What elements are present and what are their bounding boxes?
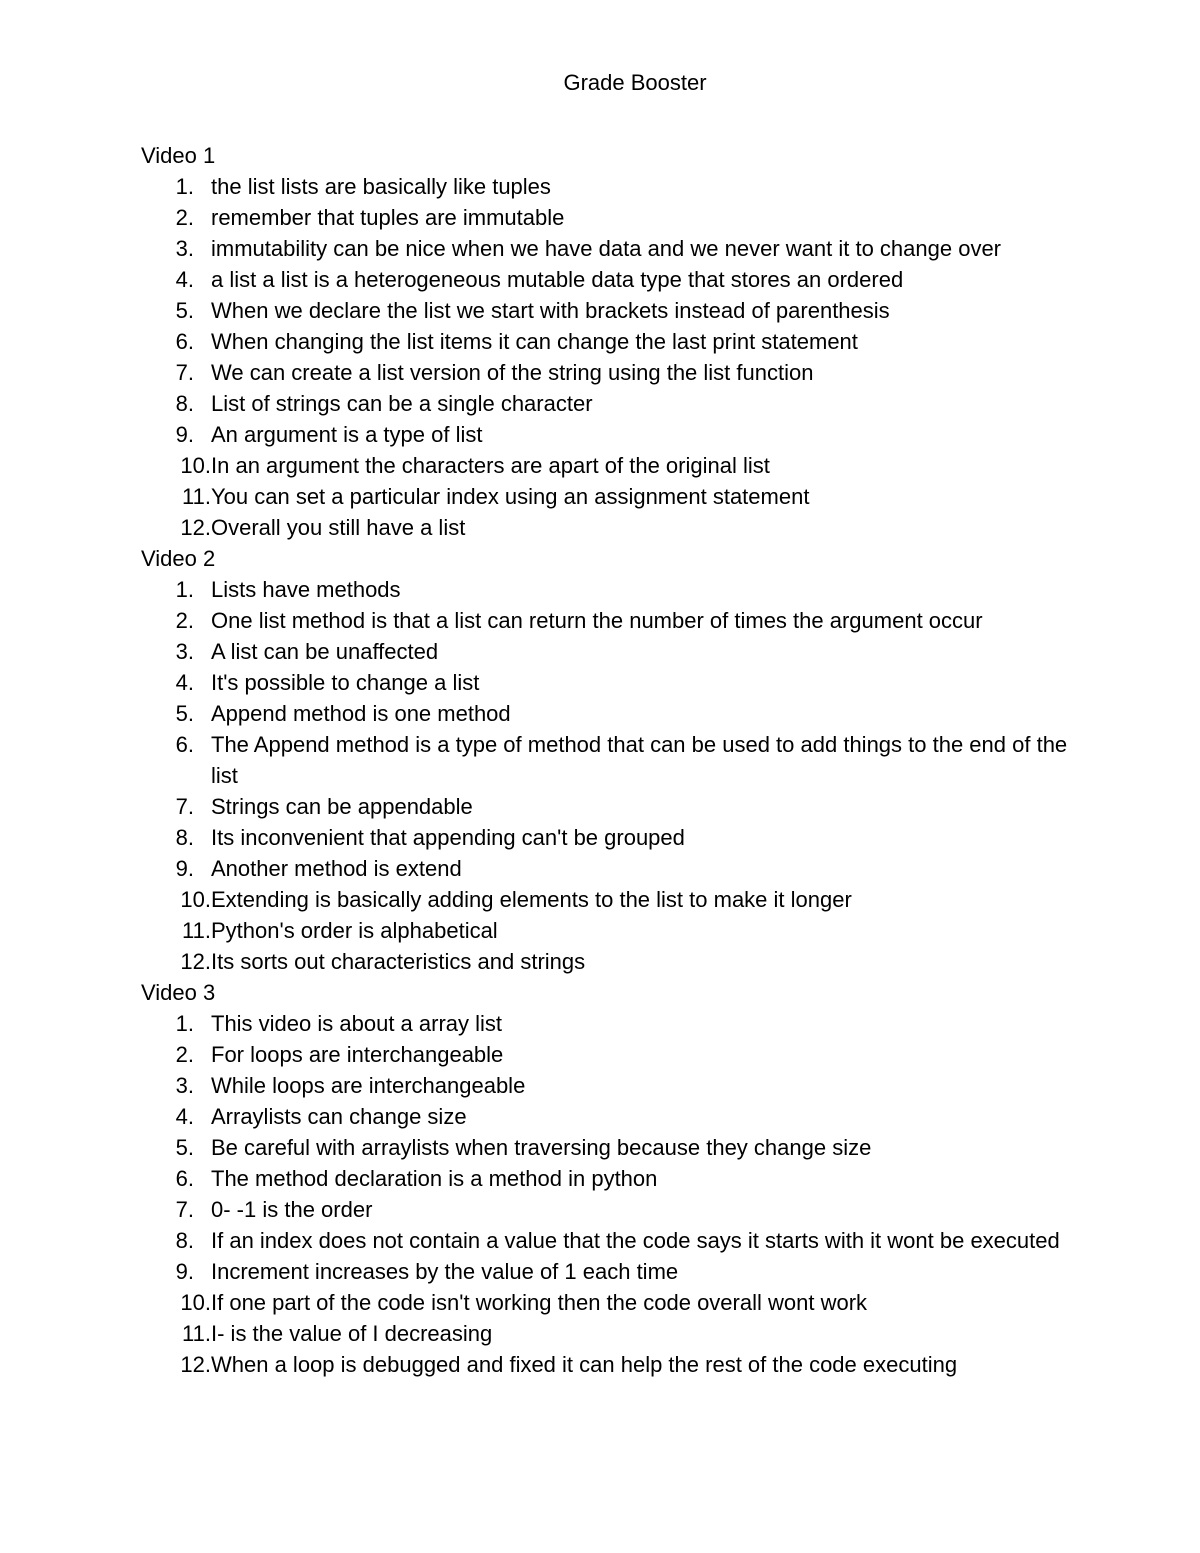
list-item-number: 12. [180, 515, 211, 540]
list-item-number: 4. [175, 670, 194, 695]
list-item-text: When changing the list items it can change the last print statement [211, 329, 858, 354]
list-item-number: 10. [180, 887, 211, 912]
list-item-number: 1. [175, 174, 194, 199]
list-item-text: remember that tuples are immutable [211, 205, 565, 230]
list-item [141, 1225, 1141, 1256]
list-item-text: Overall you still have a list [211, 515, 466, 540]
list-item-number: 9. [175, 856, 194, 881]
list-item-number: 9. [175, 422, 194, 447]
section-heading: Video 1 [141, 143, 216, 168]
list-item [141, 1163, 1141, 1194]
list-item-number: 11. [182, 1321, 211, 1346]
list-item [141, 853, 1141, 884]
list-item-text: When we declare the list we start with brackets instead of parenthesis [211, 298, 890, 323]
list-item-number: 5. [175, 298, 194, 323]
list-item [141, 698, 1141, 729]
list-item [141, 1256, 1141, 1287]
list-item [141, 946, 1141, 977]
list-item [141, 667, 1141, 698]
list-item-text: It's possible to change a list [211, 670, 480, 695]
list-item [141, 295, 1141, 326]
list-item-number: 2. [175, 205, 194, 230]
list-item-text: Arraylists can change size [211, 1104, 467, 1129]
list-item [141, 884, 1141, 915]
list-item-text: Its inconvenient that appending can't be grouped [211, 825, 685, 850]
numbered-list [141, 171, 1141, 543]
list-item-number: 12. [180, 1352, 211, 1377]
list-item [141, 1008, 1141, 1039]
list-item-number: 6. [175, 732, 194, 757]
list-item-number: 12. [180, 949, 211, 974]
list-item-text: While loops are interchangeable [211, 1073, 526, 1098]
list-item-text: If one part of the code isn't working then the code overall wont work [211, 1290, 868, 1315]
list-item-number: 1. [175, 1011, 194, 1036]
list-item-number: 2. [175, 608, 194, 633]
list-item-number: 5. [175, 701, 194, 726]
list-item-number: 6. [175, 329, 194, 354]
list-item-number: 2. [175, 1042, 194, 1067]
list-item-text: a list a list is a heterogeneous mutable data type that stores an ordered [211, 267, 904, 292]
list-item-number: 3. [175, 1073, 194, 1098]
list-item [141, 388, 1141, 419]
list-item-text: Extending is basically adding elements to the list to make it longer [211, 887, 852, 912]
list-item [141, 1070, 1141, 1101]
list-item-text: I- is the value of I decreasing [211, 1321, 493, 1346]
section-heading: Video 2 [141, 546, 216, 571]
list-item-number: 4. [175, 267, 194, 292]
list-item-number: 11. [182, 484, 211, 509]
list-item-number: 3. [175, 639, 194, 664]
list-item [141, 915, 1141, 946]
list-item-text: the list lists are basically like tuples [211, 174, 551, 199]
list-item-text: Lists have methods [211, 577, 401, 602]
list-item-number: 3. [175, 236, 194, 261]
list-item [141, 574, 1141, 605]
list-item [141, 1349, 1141, 1380]
list-item-text: You can set a particular index using an assignment statement [211, 484, 810, 509]
list-item [141, 512, 1141, 543]
list-item-number: 8. [175, 391, 194, 416]
list-item [141, 202, 1141, 233]
list-item [141, 1194, 1141, 1225]
list-item-text: When a loop is debugged and fixed it can help the rest of the code executing [211, 1352, 958, 1377]
list-item-text: List of strings can be a single character [211, 391, 593, 416]
list-item-text: Another method is extend [211, 856, 462, 881]
list-item [141, 171, 1141, 202]
list-item [141, 233, 1141, 264]
section-heading: Video 3 [141, 980, 216, 1005]
list-item [141, 1318, 1141, 1349]
list-item [141, 1287, 1141, 1318]
list-item [141, 264, 1141, 295]
list-item-number: 8. [175, 1228, 194, 1253]
list-item [141, 1039, 1141, 1070]
list-item [141, 729, 1141, 791]
list-item-text: Increment increases by the value of 1 each time [211, 1259, 679, 1284]
list-item-text: In an argument the characters are apart of the original list [211, 453, 770, 478]
list-item-text: Strings can be appendable [211, 794, 473, 819]
list-item-number: 10. [180, 1290, 211, 1315]
list-item [141, 419, 1141, 450]
numbered-list [141, 1008, 1141, 1380]
document-title: Grade Booster [563, 70, 707, 95]
list-item [141, 636, 1141, 667]
list-item-text: Be careful with arraylists when traversing because they change size [211, 1135, 872, 1160]
list-item-text: One list method is that a list can return the number of times the argument occur [211, 608, 983, 633]
list-item-text: Its sorts out characteristics and strings [211, 949, 586, 974]
list-item-text: The method declaration is a method in python [211, 1166, 658, 1191]
list-item [141, 1132, 1141, 1163]
list-item-number: 4. [175, 1104, 194, 1129]
list-item-text: If an index does not contain a value that the code says it starts with it wont be executed [211, 1228, 1060, 1253]
list-item-text: 0- -1 is the order [211, 1197, 373, 1222]
list-item [141, 791, 1141, 822]
list-item-text: A list can be unaffected [211, 639, 439, 664]
list-item [141, 357, 1141, 388]
list-item-number: 10. [180, 453, 211, 478]
list-item-number: 5. [175, 1135, 194, 1160]
list-item-number: 1. [175, 577, 194, 602]
list-item-text: This video is about a array list [211, 1011, 503, 1036]
list-item-number: 7. [175, 1197, 194, 1222]
list-item-number: 9. [175, 1259, 194, 1284]
list-item [141, 481, 1141, 512]
list-item-number: 11. [182, 918, 211, 943]
numbered-list [141, 574, 1141, 977]
list-item-text: We can create a list version of the string using the list function [211, 360, 814, 385]
list-item-text: For loops are interchangeable [211, 1042, 504, 1067]
list-item-number: 6. [175, 1166, 194, 1191]
list-item-text: An argument is a type of list [211, 422, 483, 447]
list-item-text: The Append method is a type of method that can be used to add things to the end of the list [211, 732, 1068, 788]
list-item [141, 326, 1141, 357]
list-item-number: 7. [175, 360, 194, 385]
list-item-text: immutability can be nice when we have data and we never want it to change over [211, 236, 1002, 261]
document-body [141, 140, 1141, 1380]
list-item-number: 8. [175, 825, 194, 850]
list-item-number: 7. [175, 794, 194, 819]
list-item-text: Python's order is alphabetical [211, 918, 498, 943]
list-item [141, 822, 1141, 853]
list-item-text: Append method is one method [211, 701, 511, 726]
list-item [141, 1101, 1141, 1132]
list-item [141, 605, 1141, 636]
list-item [141, 450, 1141, 481]
